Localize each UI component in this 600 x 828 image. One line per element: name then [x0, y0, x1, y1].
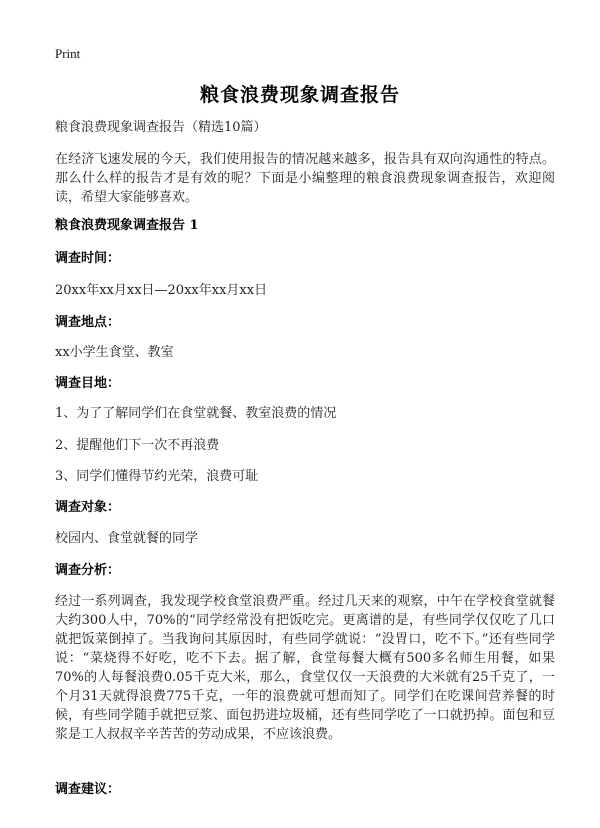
- document-subtitle: 粮食浪费现象调查报告（精选10篇）: [55, 120, 267, 135]
- survey-place-label: 调查地点：: [55, 315, 121, 330]
- survey-time-label: 调查时间：: [55, 251, 121, 266]
- report-heading: 粮食浪费现象调查报告 1: [55, 218, 199, 233]
- survey-purpose-label: 调查目地：: [55, 376, 121, 391]
- purpose-item-2: 2、提醒他们下一次不再浪费: [55, 438, 220, 453]
- survey-place-value: xx小学生食堂、教室: [55, 345, 174, 360]
- survey-analysis-label: 调查分析：: [55, 563, 121, 578]
- print-link[interactable]: Print: [55, 46, 81, 61]
- survey-object-value: 校园内、食堂就餐的同学: [55, 531, 199, 546]
- survey-object-label: 调查对象：: [55, 500, 121, 515]
- survey-suggestion-label: 调查建议：: [55, 782, 121, 797]
- analysis-paragraph: 经过一系列调查，我发现学校食堂浪费严重。经过几天来的观察，中午在学校食堂就餐大约300人中，70%的“同学经常没有把饭吃完。更离谱的是，有些同学仅仅吃了几口就把饭菜倒掉了。当我询问其原因时，有些同学就说：“没胃口，吃不下。”还有些同学说：“菜烧得不好吃，吃不下去。据了解，食堂每餐大概有500多名师生用餐，如果70%的人每餐浪费0.05千克大米，那么，食堂仅仅一天浪费的大米就有25千克了，一个月31天就得浪费775千克，一年的浪费就可想而知了。同学们在吃课间营养餐的时候，有些同学随手就把豆浆、面包扔进垃圾桶，还有些同学吃了一口就扔掉。面包和豆浆是工人叔叔辛辛苦苦的劳动成果，不应该浪费。: [55, 594, 555, 742]
- survey-time-value: 20xx年xx月xx日—20xx年xx月xx日: [55, 283, 268, 298]
- intro-paragraph: 在经济飞速发展的今天，我们使用报告的情况越来越多，报告具有双向沟通性的特点。那么什么样的报告才是有效的呢？下面是小编整理的粮食浪费现象调查报告，欢迎阅读，希望大家能够喜欢。: [55, 152, 555, 205]
- document-title: 粮食浪费现象调查报告: [199, 84, 400, 106]
- purpose-item-1: 1、为了了解同学们在食堂就餐、教室浪费的情况: [55, 406, 337, 421]
- purpose-item-3: 3、同学们懂得节约光荣，浪费可耻: [55, 469, 259, 484]
